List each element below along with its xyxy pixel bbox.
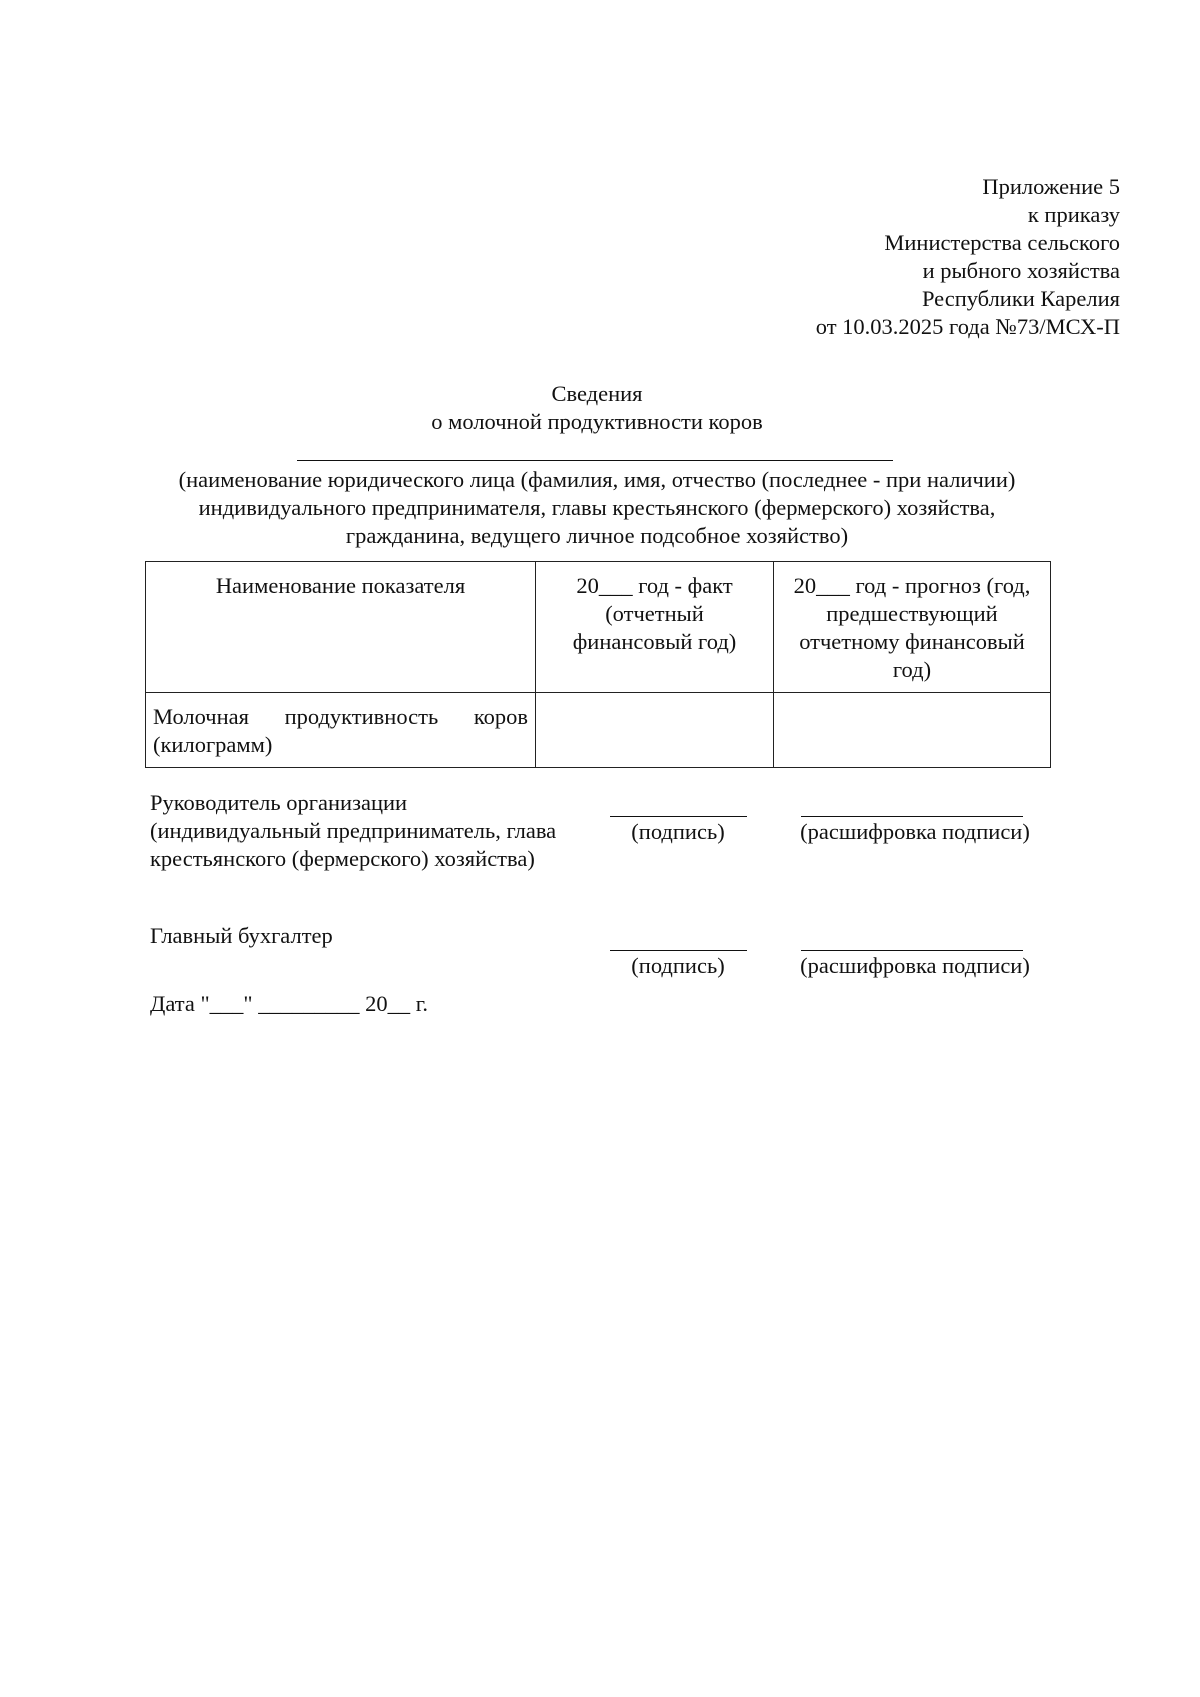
column-header-fact: 20___ год - факт (отчетный финансовый год) (536, 562, 774, 693)
table-row (146, 693, 1051, 768)
row-label-milk-yield: Молочная продуктивность коров (килограмм) (146, 693, 536, 768)
cell-forecast-value[interactable] (774, 693, 1051, 768)
date-line[interactable]: Дата "___" _________ 20__ г. (150, 991, 429, 1016)
cell-fact-value[interactable] (536, 693, 774, 768)
order-date-number: от 10.03.2025 года №73/МСХ-П (815, 314, 1120, 339)
head-signatory-title: Руководитель организации (индивидуальный предприниматель, глава крестьянского (фермерского) хозяйства) (150, 790, 557, 871)
column-header-indicator: Наименование показателя (146, 562, 536, 693)
entity-name-field[interactable] (297, 460, 893, 461)
ministry-name-line1: Министерства сельского (884, 230, 1120, 255)
head-decoding-field[interactable] (801, 816, 1023, 817)
accountant-signature-caption: (подпись) (631, 953, 725, 978)
accountant-decoding-field[interactable] (801, 950, 1023, 951)
ministry-name-line2: и рыбного хозяйства (922, 258, 1120, 283)
accountant-title: Главный бухгалтер (150, 923, 333, 948)
column-header-forecast: 20___ год - прогноз (год, предшествующий отчетному финансовый год) (774, 562, 1051, 693)
title-line-2: о молочной продуктивности коров (431, 409, 763, 434)
order-reference: к приказу (1027, 202, 1120, 227)
document-title (147, 380, 1047, 436)
entity-name-caption: (наименование юридического лица (фамилия, имя, отчество (последнее - при наличии) индивидуального предпринимателя, главы крестьянского (фермерского) хозяйства, гражданина, ведущего личное подсобное хозяйство) (178, 467, 1016, 548)
head-signature-caption: (подпись) (631, 819, 725, 844)
title-line-1: Сведения (551, 381, 643, 406)
table-header-row (146, 562, 1051, 693)
accountant-decoding-caption: (расшифровка подписи) (800, 953, 1030, 978)
accountant-signature-field[interactable] (610, 950, 747, 951)
republic-name: Республики Карелия (921, 286, 1120, 311)
appendix-header (600, 173, 1120, 341)
head-decoding-caption: (расшифровка подписи) (800, 819, 1030, 844)
appendix-number: Приложение 5 (982, 174, 1120, 199)
indicators-table (145, 561, 1051, 768)
head-signature-field[interactable] (610, 816, 747, 817)
